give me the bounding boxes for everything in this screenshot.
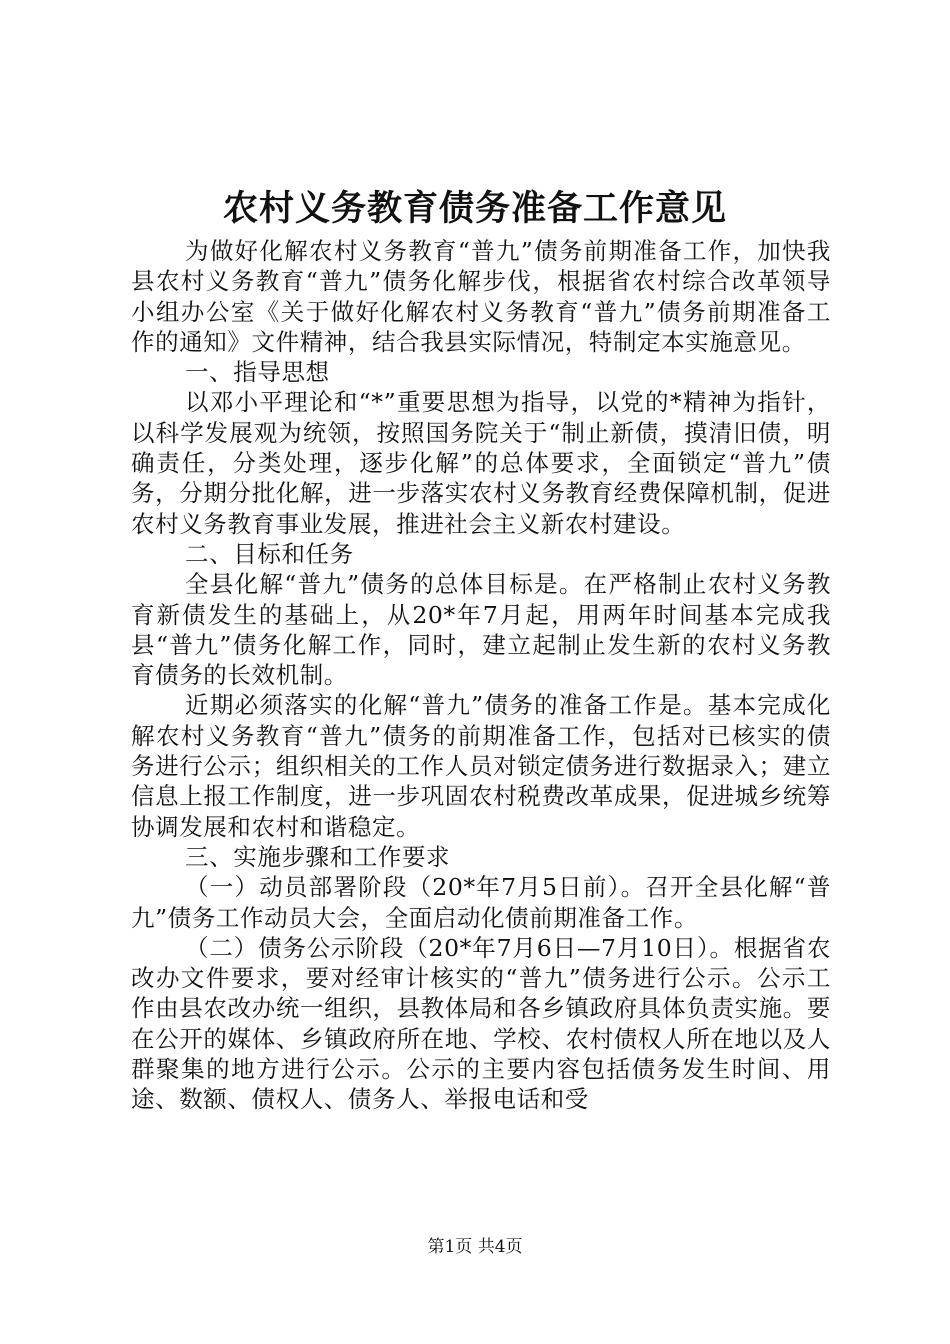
section-heading-implementation-steps: 三、实施步骤和工作要求 (185, 842, 451, 871)
paragraph-step-publicity: （二）债务公示阶段（20*年7月6日—7月10日）。根据省农改办文件要求，要对经审计核实的“普九”债务进行公示。公示工作由县农改办统一组织，县教体局和各乡镇政府具体负责实施。要在公开的媒体、乡镇政府所在地、学校、农村债权人所在地以及人群聚集的地方进行公示。公示的主要内容包括债务发生时间、用途、数额、债权人、债务人、举报电话和受 (131, 933, 831, 1114)
paragraph-step-mobilization: （一）动员部署阶段（20*年7月5日前）。召开全县化解“普九”债务工作动员大会，全面启动化债前期准备工作。 (131, 873, 831, 932)
section-heading-guiding-ideology: 一、指导思想 (185, 358, 330, 387)
section-heading-goals-tasks: 二、目标和任务 (185, 539, 354, 568)
document-title: 农村义务教育债务准备工作意见 (222, 188, 727, 229)
paragraph-intro: 为做好化解农村义务教育“普九”债务前期准备工作，加快我县农村义务教育“普九”债务化解步伐，根据省农村综合改革领导小组办公室《关于做好化解农村义务教育“普九”债务前期准备工作的通知》文件精神，结合我县实际情况，特制定本实施意见。 (131, 237, 831, 356)
page-footer: 第1页 共4页 (427, 1237, 523, 1257)
document-body (131, 236, 831, 1115)
paragraph-near-term-work: 近期必须落实的化解“普九”债务的准备工作是。基本完成化解农村义务教育“普九”债务的前期准备工作，包括对已核实的债务进行公示；组织相关的工作人员对锁定债务进行数据录入；建立信息上报工作制度，进一步巩固农村税费改革成果，促进城乡统筹协调发展和农村和谐稳定。 (131, 691, 831, 841)
paragraph-guiding-ideology: 以邓小平理论和“*”重要思想为指导，以党的*精神为指针，以科学发展观为统领，按照国务院关于“制止新债，摸清旧债，明确责任，分类处理，逐步化解”的总体要求，全面锁定“普九”债务，分期分批化解，进一步落实农村义务教育经费保障机制，促进农村义务教育事业发展，推进社会主义新农村建设。 (131, 388, 831, 538)
paragraph-overall-goal: 全县化解“普九”债务的总体目标是。在严格制止农村义务教育新债发生的基础上，从20*年7月起，用两年时间基本完成我县“普九”债务化解工作，同时，建立起制止发生新的农村义务教育债务的长效机制。 (131, 570, 831, 690)
